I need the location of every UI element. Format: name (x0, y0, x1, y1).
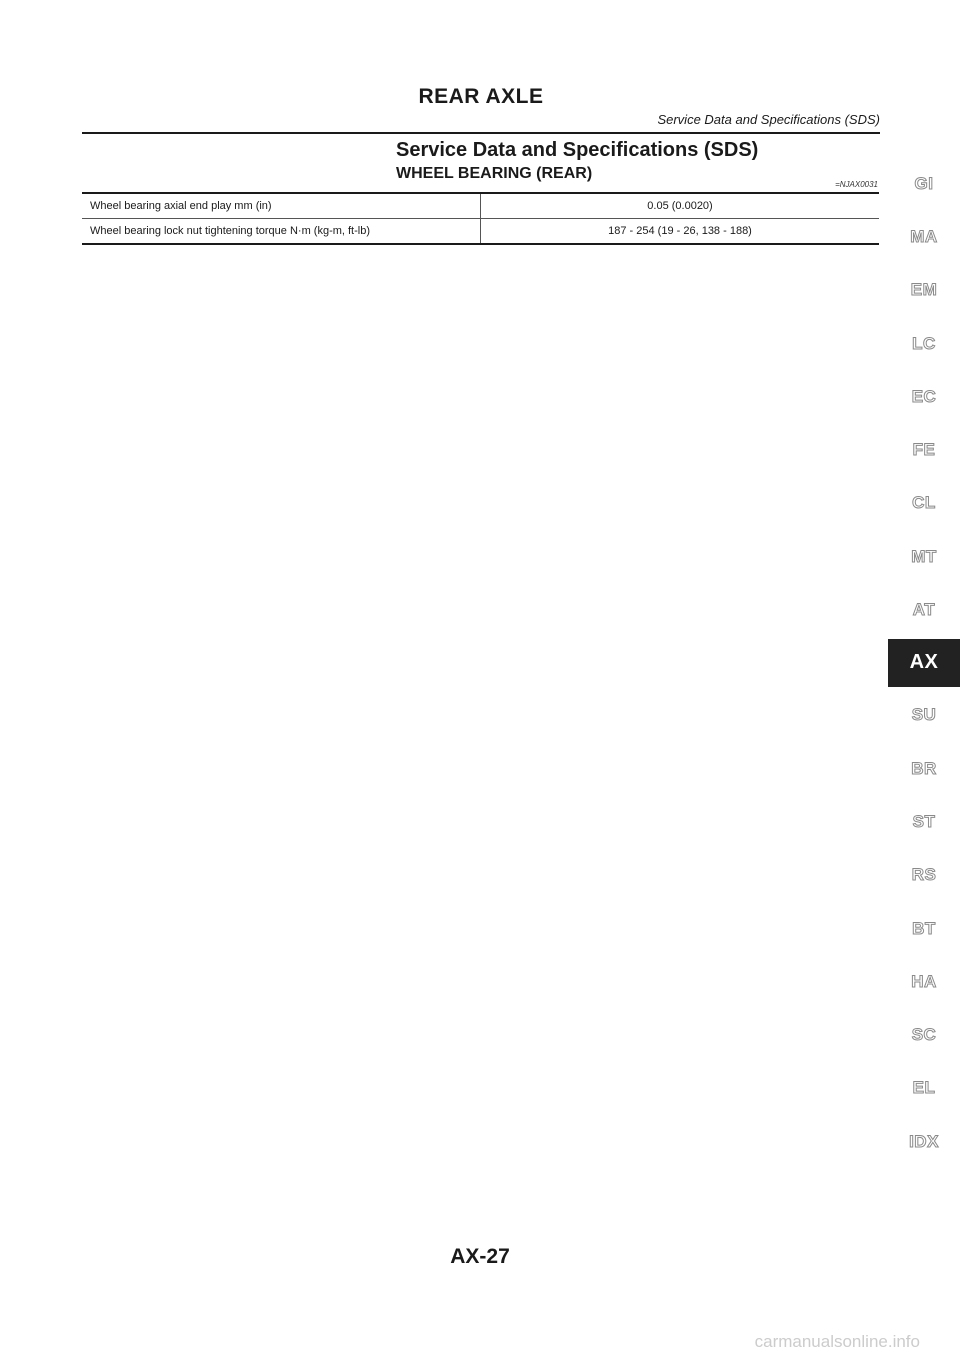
tab-rs[interactable]: RS (911, 865, 937, 885)
tab-su[interactable]: SU (911, 705, 937, 725)
reference-code: =NJAX0031 (835, 180, 878, 189)
tab-idx[interactable]: IDX (909, 1131, 939, 1151)
chapter-title: REAR AXLE (418, 85, 544, 108)
section-title: Service Data and Specifications (SDS) (396, 139, 759, 161)
spec-label: Wheel bearing lock nut tightening torque N·m (kg-m, ft-lb) (82, 219, 481, 245)
table-row (82, 219, 879, 245)
watermark-site: carmanualsonline.info (754, 1332, 920, 1351)
spec-value: 0.05 (0.0020) (481, 193, 880, 219)
spec-table (82, 192, 879, 245)
header-rule (82, 132, 880, 134)
tab-fe[interactable]: FE (912, 440, 936, 460)
tab-gi[interactable]: GI (914, 173, 934, 193)
page-number: AX-27 (450, 1245, 510, 1268)
chapter-subtitle: Service Data and Specifications (SDS) (657, 112, 880, 127)
page-header (82, 82, 880, 134)
tab-br[interactable]: BR (911, 758, 937, 778)
tab-ha[interactable]: HA (911, 971, 937, 991)
tab-bt[interactable]: BT (912, 918, 936, 938)
spec-value: 187 - 254 (19 - 26, 138 - 188) (481, 219, 880, 245)
tab-at[interactable]: AT (912, 600, 936, 620)
tab-ma[interactable]: MA (910, 226, 938, 246)
tab-sc[interactable]: SC (911, 1025, 937, 1045)
tab-ec[interactable]: EC (911, 386, 937, 406)
subsection-title: WHEEL BEARING (REAR) (396, 165, 593, 182)
tab-el[interactable]: EL (912, 1078, 936, 1098)
tab-em[interactable]: EM (910, 280, 938, 300)
tab-lc[interactable]: LC (912, 333, 936, 353)
tab-cl[interactable]: CL (912, 493, 936, 513)
tab-mt[interactable]: MT (911, 546, 937, 566)
tab-st[interactable]: ST (912, 811, 936, 831)
section-tab-index (888, 157, 960, 1168)
table-row (82, 193, 879, 219)
spec-label: Wheel bearing axial end play mm (in) (90, 200, 272, 212)
tab-ax[interactable]: AX (888, 639, 960, 687)
